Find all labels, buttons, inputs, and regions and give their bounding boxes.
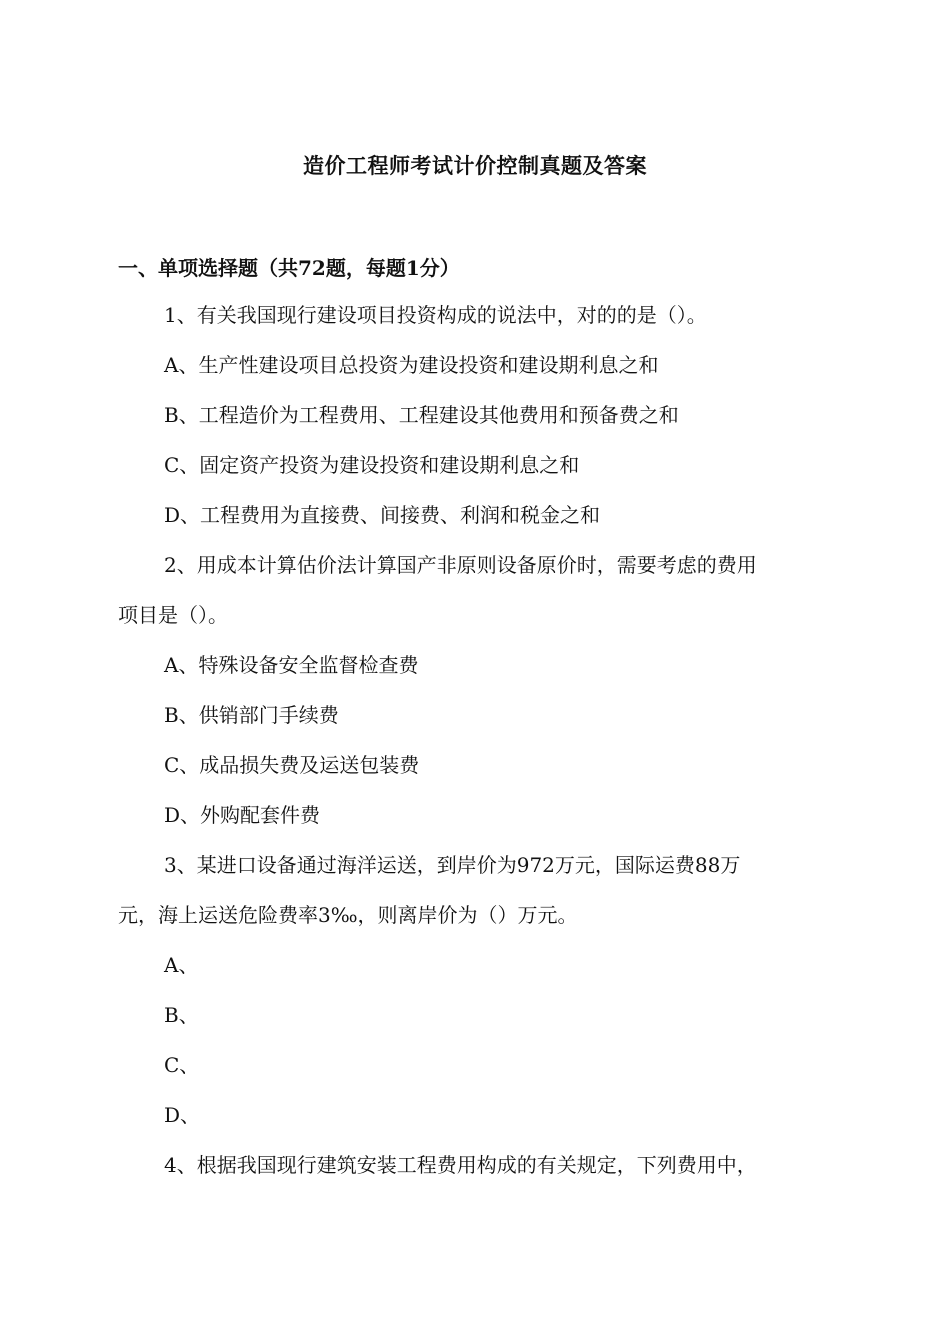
text-line: B、工程造价为工程费用、工程建设其他费用和预备费之和 (164, 403, 679, 427)
text-line: C、 (164, 1053, 200, 1077)
text-line: 元，海上运送危险费率3‰，则离岸价为（）万元。 (118, 903, 578, 927)
text-line: 3、某进口设备通过海洋运送，到岸价为972万元，国际运费88万 (164, 853, 741, 877)
text-line: A、生产性建设项目总投资为建设投资和建设期利息之和 (164, 353, 659, 377)
text-line: B、 (164, 1003, 199, 1027)
document-body (118, 290, 828, 1190)
text-line: D、外购配套件费 (164, 803, 321, 827)
text-line: C、成品损失费及运送包装费 (164, 753, 420, 777)
text-line: A、特殊设备安全监督检查费 (164, 653, 419, 677)
section-heading: 一、单项选择题（共72题，每题1分） (118, 256, 460, 280)
text-line: 4、根据我国现行建筑安装工程费用构成的有关规定，下列费用中， (164, 1153, 757, 1177)
text-line: A、 (164, 953, 199, 977)
document-title: 造价工程师考试计价控制真题及答案 (303, 153, 647, 178)
text-line: B、供销部门手续费 (164, 703, 339, 727)
text-line: D、工程费用为直接费、间接费、利润和税金之和 (164, 503, 601, 527)
text-line: 项目是（）。 (118, 603, 228, 627)
text-line: 1、有关我国现行建设项目投资构成的说法中，对的的是（）。 (164, 303, 707, 327)
text-line: 2、用成本计算估价法计算国产非原则设备原价时，需要考虑的费用 (164, 553, 757, 577)
text-line: D、 (164, 1103, 201, 1127)
text-line: C、固定资产投资为建设投资和建设期利息之和 (164, 453, 580, 477)
